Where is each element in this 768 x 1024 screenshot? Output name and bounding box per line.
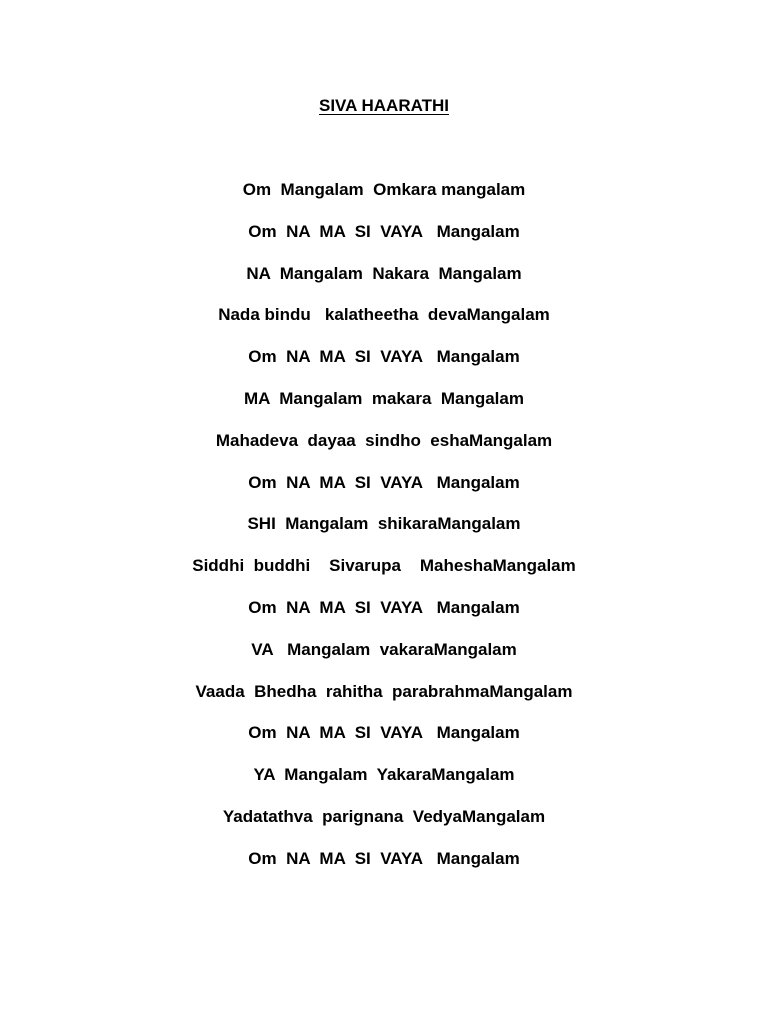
verse-line: MA Mangalam makara Mangalam xyxy=(244,388,524,408)
verse-line: Siddhi buddhi Sivarupa MaheshaMangalam xyxy=(192,556,576,576)
verse-line: Om NA MA SI VAYA Mangalam xyxy=(248,221,520,241)
verse-line: Mahadeva dayaa sindho eshaMangalam xyxy=(215,430,553,450)
verse-line: YA Mangalam YakaraMangalam xyxy=(253,765,515,785)
verse-line: Vaada Bhedha rahitha parabrahmaMangalam xyxy=(195,681,573,701)
verse-line: Nada bindu kalatheetha devaMangalam xyxy=(218,305,550,325)
verse-line: VA Mangalam vakaraMangalam xyxy=(251,639,517,659)
verse-line: SHI Mangalam shikaraMangalam xyxy=(247,514,521,534)
verse-line: Om NA MA SI VAYA Mangalam xyxy=(248,347,520,367)
verse-line: Om NA MA SI VAYA Mangalam xyxy=(248,597,520,617)
verse-list xyxy=(0,179,768,890)
verse-line: Om NA MA SI VAYA Mangalam xyxy=(248,723,520,743)
verse-line: Om NA MA SI VAYA Mangalam xyxy=(248,848,520,868)
verse-line: Yadatathva parignana VedyaMangalam xyxy=(222,806,546,826)
verse-line: Om Mangalam Omkara mangalam xyxy=(242,180,526,199)
verse-line: NA Mangalam Nakara Mangalam xyxy=(246,263,522,283)
verse-line: Om NA MA SI VAYA Mangalam xyxy=(248,472,520,492)
page-title: SIVA HAARATHI xyxy=(318,96,449,115)
